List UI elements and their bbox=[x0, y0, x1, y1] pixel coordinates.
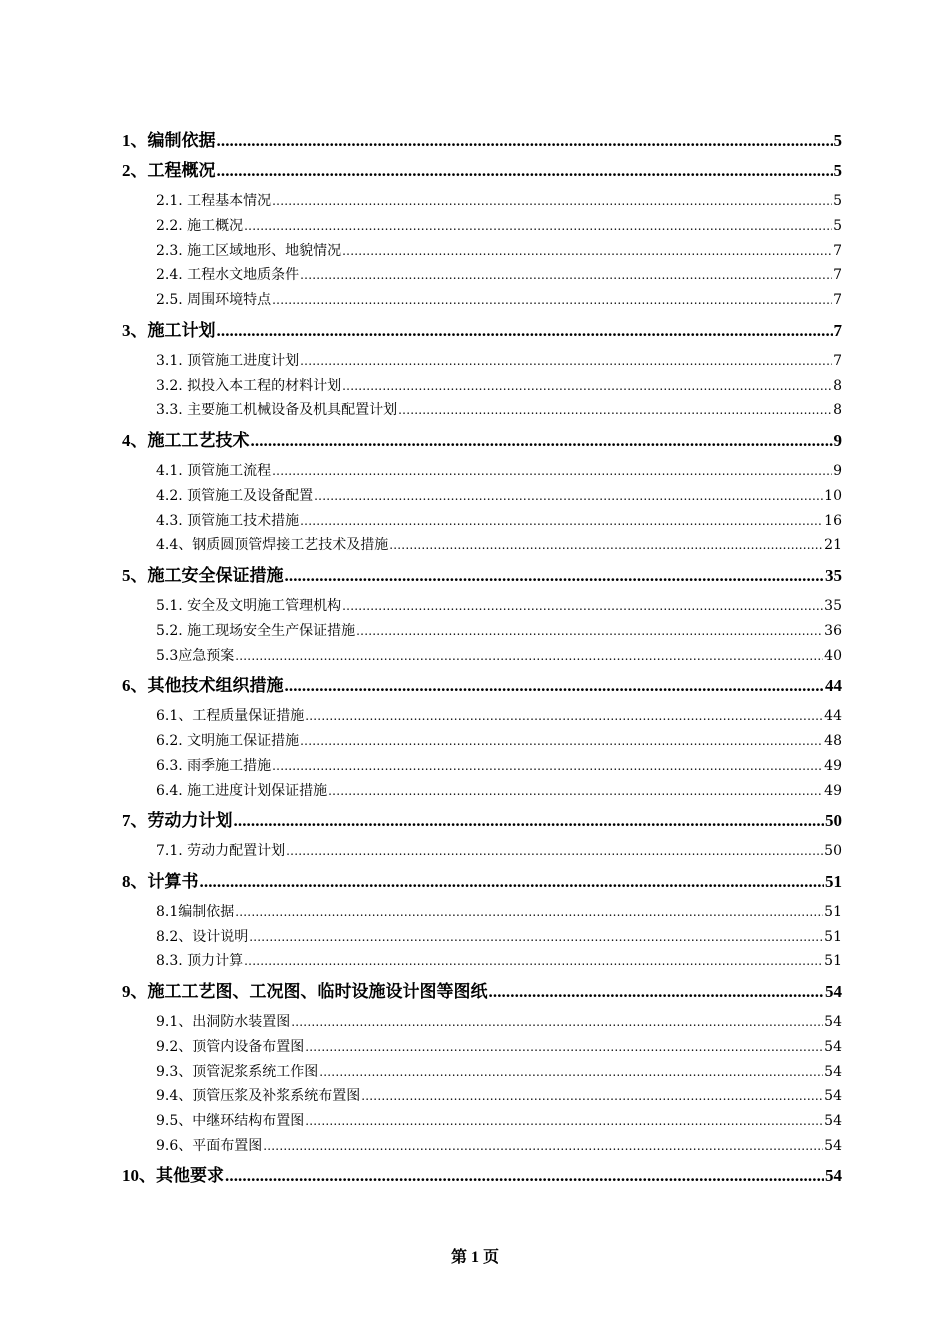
toc-subsection-entry[interactable] bbox=[122, 189, 842, 214]
toc-subsection-entry[interactable] bbox=[122, 374, 842, 399]
toc-entry-title: 6.1、工程质量保证措施 bbox=[156, 708, 305, 725]
toc-section bbox=[122, 674, 842, 803]
toc-entry-title: 5、施工安全保证措施 bbox=[122, 565, 284, 585]
toc-subsection-entry[interactable] bbox=[122, 398, 842, 423]
dot-leader bbox=[342, 374, 832, 399]
toc-subsection-entry[interactable] bbox=[122, 754, 842, 779]
toc-entry-title: 6.3. 雨季施工措施 bbox=[156, 757, 272, 774]
toc-entry-page-number: 5 bbox=[833, 193, 842, 210]
table-of-contents bbox=[122, 123, 842, 1195]
dot-leader bbox=[300, 263, 832, 288]
toc-entry-page-number: 49 bbox=[824, 757, 842, 774]
toc-entry-page-number: 10 bbox=[824, 487, 842, 504]
dot-leader bbox=[225, 1164, 824, 1189]
dot-leader bbox=[305, 704, 823, 729]
toc-subsection-entry[interactable] bbox=[122, 900, 842, 925]
toc-entry-page-number: 9 bbox=[833, 463, 842, 480]
toc-subsection-entry[interactable] bbox=[122, 1084, 842, 1109]
toc-section-entry[interactable] bbox=[122, 564, 842, 589]
toc-subsection-entry[interactable] bbox=[122, 619, 842, 644]
toc-entry-title: 3、施工计划 bbox=[122, 320, 216, 340]
toc-entry-title: 8.2、设计说明 bbox=[156, 928, 249, 945]
toc-entry-title: 7.1. 劳动力配置计划 bbox=[156, 843, 286, 860]
toc-entry-title: 9.3、顶管泥浆系统工作图 bbox=[156, 1063, 319, 1080]
dot-leader bbox=[342, 239, 832, 264]
toc-entry-title: 2.1. 工程基本情况 bbox=[156, 193, 272, 210]
toc-entry-title: 3.1. 顶管施工进度计划 bbox=[156, 352, 300, 369]
toc-entry-title: 3.2. 拟投入本工程的材料计划 bbox=[156, 377, 342, 394]
toc-entry-title: 4.1. 顶管施工流程 bbox=[156, 463, 272, 480]
toc-entry-page-number: 36 bbox=[824, 622, 842, 639]
toc-entry-title: 6.2. 文明施工保证措施 bbox=[156, 733, 300, 750]
toc-section bbox=[122, 129, 842, 154]
toc-subsection-entry[interactable] bbox=[122, 779, 842, 804]
dot-leader bbox=[389, 533, 823, 558]
toc-subsection-entry[interactable] bbox=[122, 1035, 842, 1060]
toc-entry-title: 10、其他要求 bbox=[122, 1166, 224, 1186]
toc-subsection-entry[interactable] bbox=[122, 1134, 842, 1159]
dot-leader bbox=[244, 214, 832, 239]
toc-entry-page-number: 8 bbox=[833, 402, 842, 419]
toc-entry-page-number: 5 bbox=[833, 217, 842, 234]
toc-subsection-entry[interactable] bbox=[122, 925, 842, 950]
toc-entry-title: 9、施工工艺图、工况图、临时设施设计图等图纸 bbox=[122, 981, 488, 1001]
toc-section-entry[interactable] bbox=[122, 1164, 842, 1189]
dot-leader bbox=[305, 1035, 823, 1060]
toc-section bbox=[122, 564, 842, 669]
dot-leader bbox=[291, 1010, 823, 1035]
toc-entry-title: 4.4、钢质圆顶管焊接工艺技术及措施 bbox=[156, 537, 389, 554]
dot-leader bbox=[235, 900, 823, 925]
toc-entry-page-number: 50 bbox=[824, 843, 842, 860]
toc-section-entry[interactable] bbox=[122, 980, 842, 1005]
toc-entry-page-number: 54 bbox=[824, 1038, 842, 1055]
toc-entry-title: 6、其他技术组织措施 bbox=[122, 675, 284, 695]
toc-subsection-entry[interactable] bbox=[122, 263, 842, 288]
toc-section-entry[interactable] bbox=[122, 429, 842, 454]
toc-entry-page-number: 51 bbox=[824, 928, 842, 945]
dot-leader bbox=[217, 159, 833, 184]
toc-entry-title: 9.6、平面布置图 bbox=[156, 1137, 263, 1154]
toc-entry-title: 9.5、中继环结构布置图 bbox=[156, 1113, 305, 1130]
dot-leader bbox=[200, 870, 825, 895]
toc-subsection-entry[interactable] bbox=[122, 239, 842, 264]
toc-entry-page-number: 35 bbox=[824, 598, 842, 615]
dot-leader bbox=[251, 429, 833, 454]
dot-leader bbox=[234, 809, 825, 834]
toc-entry-page-number: 7 bbox=[833, 352, 842, 369]
dot-leader bbox=[286, 839, 823, 864]
dot-leader bbox=[305, 1109, 823, 1134]
toc-entry-title: 3.3. 主要施工机械设备及机具配置计划 bbox=[156, 402, 398, 419]
toc-entry-page-number: 54 bbox=[824, 1113, 842, 1130]
toc-entry-page-number: 51 bbox=[825, 871, 842, 891]
toc-subsection-entry[interactable] bbox=[122, 459, 842, 484]
dot-leader bbox=[300, 509, 823, 534]
toc-entry-title: 9.2、顶管内设备布置图 bbox=[156, 1038, 305, 1055]
dot-leader bbox=[356, 619, 823, 644]
toc-section bbox=[122, 870, 842, 975]
toc-entry-page-number: 21 bbox=[824, 537, 842, 554]
toc-entry-page-number: 54 bbox=[824, 1063, 842, 1080]
toc-entry-title: 2、工程概况 bbox=[122, 160, 216, 180]
toc-subsection-entry[interactable] bbox=[122, 1010, 842, 1035]
toc-subsection-entry[interactable] bbox=[122, 1109, 842, 1134]
toc-entry-page-number: 16 bbox=[824, 512, 842, 529]
toc-entry-title: 4.2. 顶管施工及设备配置 bbox=[156, 487, 314, 504]
toc-entry-title: 8、计算书 bbox=[122, 871, 199, 891]
toc-entry-page-number: 5 bbox=[833, 130, 842, 150]
toc-entry-page-number: 54 bbox=[824, 1088, 842, 1105]
toc-entry-page-number: 54 bbox=[824, 1137, 842, 1154]
toc-entry-title: 9.4、顶管压浆及补浆系统布置图 bbox=[156, 1088, 361, 1105]
dot-leader bbox=[249, 925, 823, 950]
toc-entry-page-number: 5 bbox=[833, 160, 842, 180]
toc-entry-title: 4.3. 顶管施工技术措施 bbox=[156, 512, 300, 529]
dot-leader bbox=[361, 1084, 823, 1109]
toc-entry-title: 2.2. 施工概况 bbox=[156, 217, 244, 234]
toc-entry-title: 7、劳动力计划 bbox=[122, 810, 233, 830]
dot-leader bbox=[398, 398, 832, 423]
toc-subsection-entry[interactable] bbox=[122, 729, 842, 754]
toc-subsection-entry[interactable] bbox=[122, 594, 842, 619]
toc-entry-title: 8.3. 顶力计算 bbox=[156, 953, 244, 970]
toc-subsection-entry[interactable] bbox=[122, 509, 842, 534]
toc-entry-page-number: 7 bbox=[833, 320, 842, 340]
dot-leader bbox=[272, 754, 823, 779]
toc-subsection-entry[interactable] bbox=[122, 533, 842, 558]
toc-entry-page-number: 7 bbox=[833, 292, 842, 309]
dot-leader bbox=[300, 729, 823, 754]
toc-section-entry[interactable] bbox=[122, 809, 842, 834]
toc-entry-page-number: 7 bbox=[833, 267, 842, 284]
toc-subsection-entry[interactable] bbox=[122, 214, 842, 239]
toc-entry-page-number: 40 bbox=[824, 647, 842, 664]
dot-leader bbox=[342, 594, 823, 619]
toc-entry-title: 8.1编制依据 bbox=[156, 903, 235, 920]
toc-entry-page-number: 44 bbox=[825, 675, 842, 695]
toc-entry-page-number: 54 bbox=[825, 981, 842, 1001]
dot-leader bbox=[314, 484, 823, 509]
dot-leader bbox=[272, 189, 832, 214]
dot-leader bbox=[319, 1060, 823, 1085]
toc-subsection-entry[interactable] bbox=[122, 704, 842, 729]
toc-section-entry[interactable] bbox=[122, 319, 842, 344]
toc-section bbox=[122, 429, 842, 558]
toc-entry-title: 1、编制依据 bbox=[122, 130, 216, 150]
toc-subsection-entry[interactable] bbox=[122, 288, 842, 313]
toc-entry-page-number: 54 bbox=[825, 1166, 842, 1186]
toc-section-entry[interactable] bbox=[122, 674, 842, 699]
dot-leader bbox=[217, 319, 833, 344]
toc-section bbox=[122, 980, 842, 1159]
toc-entry-title: 9.1、出洞防水装置图 bbox=[156, 1014, 291, 1030]
toc-section-entry[interactable] bbox=[122, 129, 842, 154]
toc-subsection-entry[interactable] bbox=[122, 839, 842, 864]
toc-section bbox=[122, 159, 842, 313]
toc-entry-page-number: 51 bbox=[824, 953, 842, 970]
toc-entry-page-number: 49 bbox=[824, 782, 842, 799]
page-number-footer: 第 1 页 bbox=[450, 1249, 499, 1266]
toc-entry-page-number: 51 bbox=[824, 903, 842, 920]
toc-entry-title: 5.3应急预案 bbox=[156, 647, 235, 664]
toc-subsection-entry[interactable] bbox=[122, 1060, 842, 1085]
toc-entry-page-number: 44 bbox=[824, 708, 842, 725]
toc-entry-page-number: 9 bbox=[833, 430, 842, 450]
toc-entry-title: 5.2. 施工现场安全生产保证措施 bbox=[156, 622, 356, 639]
toc-subsection-entry[interactable] bbox=[122, 349, 842, 374]
dot-leader bbox=[272, 288, 832, 313]
toc-entry-title: 4、施工工艺技术 bbox=[122, 430, 250, 450]
toc-entry-title: 5.1. 安全及文明施工管理机构 bbox=[156, 598, 342, 615]
toc-entry-title: 6.4. 施工进度计划保证措施 bbox=[156, 782, 328, 799]
dot-leader bbox=[285, 674, 825, 699]
dot-leader bbox=[272, 459, 832, 484]
toc-section-entry[interactable] bbox=[122, 159, 842, 184]
toc-section bbox=[122, 809, 842, 864]
dot-leader bbox=[285, 564, 825, 589]
toc-subsection-entry[interactable] bbox=[122, 949, 842, 974]
toc-entry-page-number: 48 bbox=[824, 733, 842, 750]
toc-entry-page-number: 7 bbox=[833, 242, 842, 259]
dot-leader bbox=[244, 949, 823, 974]
dot-leader bbox=[217, 129, 833, 154]
dot-leader bbox=[263, 1134, 823, 1159]
toc-entry-page-number: 50 bbox=[825, 810, 842, 830]
toc-section bbox=[122, 319, 842, 424]
toc-entry-title: 2.5. 周围环境特点 bbox=[156, 292, 272, 309]
toc-entry-title: 2.4. 工程水文地质条件 bbox=[156, 267, 300, 284]
toc-entry-title: 2.3. 施工区域地形、地貌情况 bbox=[156, 242, 342, 259]
toc-entry-page-number: 35 bbox=[825, 565, 842, 585]
toc-subsection-entry[interactable] bbox=[122, 484, 842, 509]
dot-leader bbox=[489, 980, 825, 1005]
toc-subsection-entry[interactable] bbox=[122, 644, 842, 669]
dot-leader bbox=[235, 644, 823, 669]
dot-leader bbox=[328, 779, 823, 804]
toc-section-entry[interactable] bbox=[122, 870, 842, 895]
toc-entry-page-number: 8 bbox=[833, 377, 842, 394]
toc-entry-page-number: 54 bbox=[824, 1014, 842, 1030]
dot-leader bbox=[300, 349, 832, 374]
toc-section bbox=[122, 1164, 842, 1189]
